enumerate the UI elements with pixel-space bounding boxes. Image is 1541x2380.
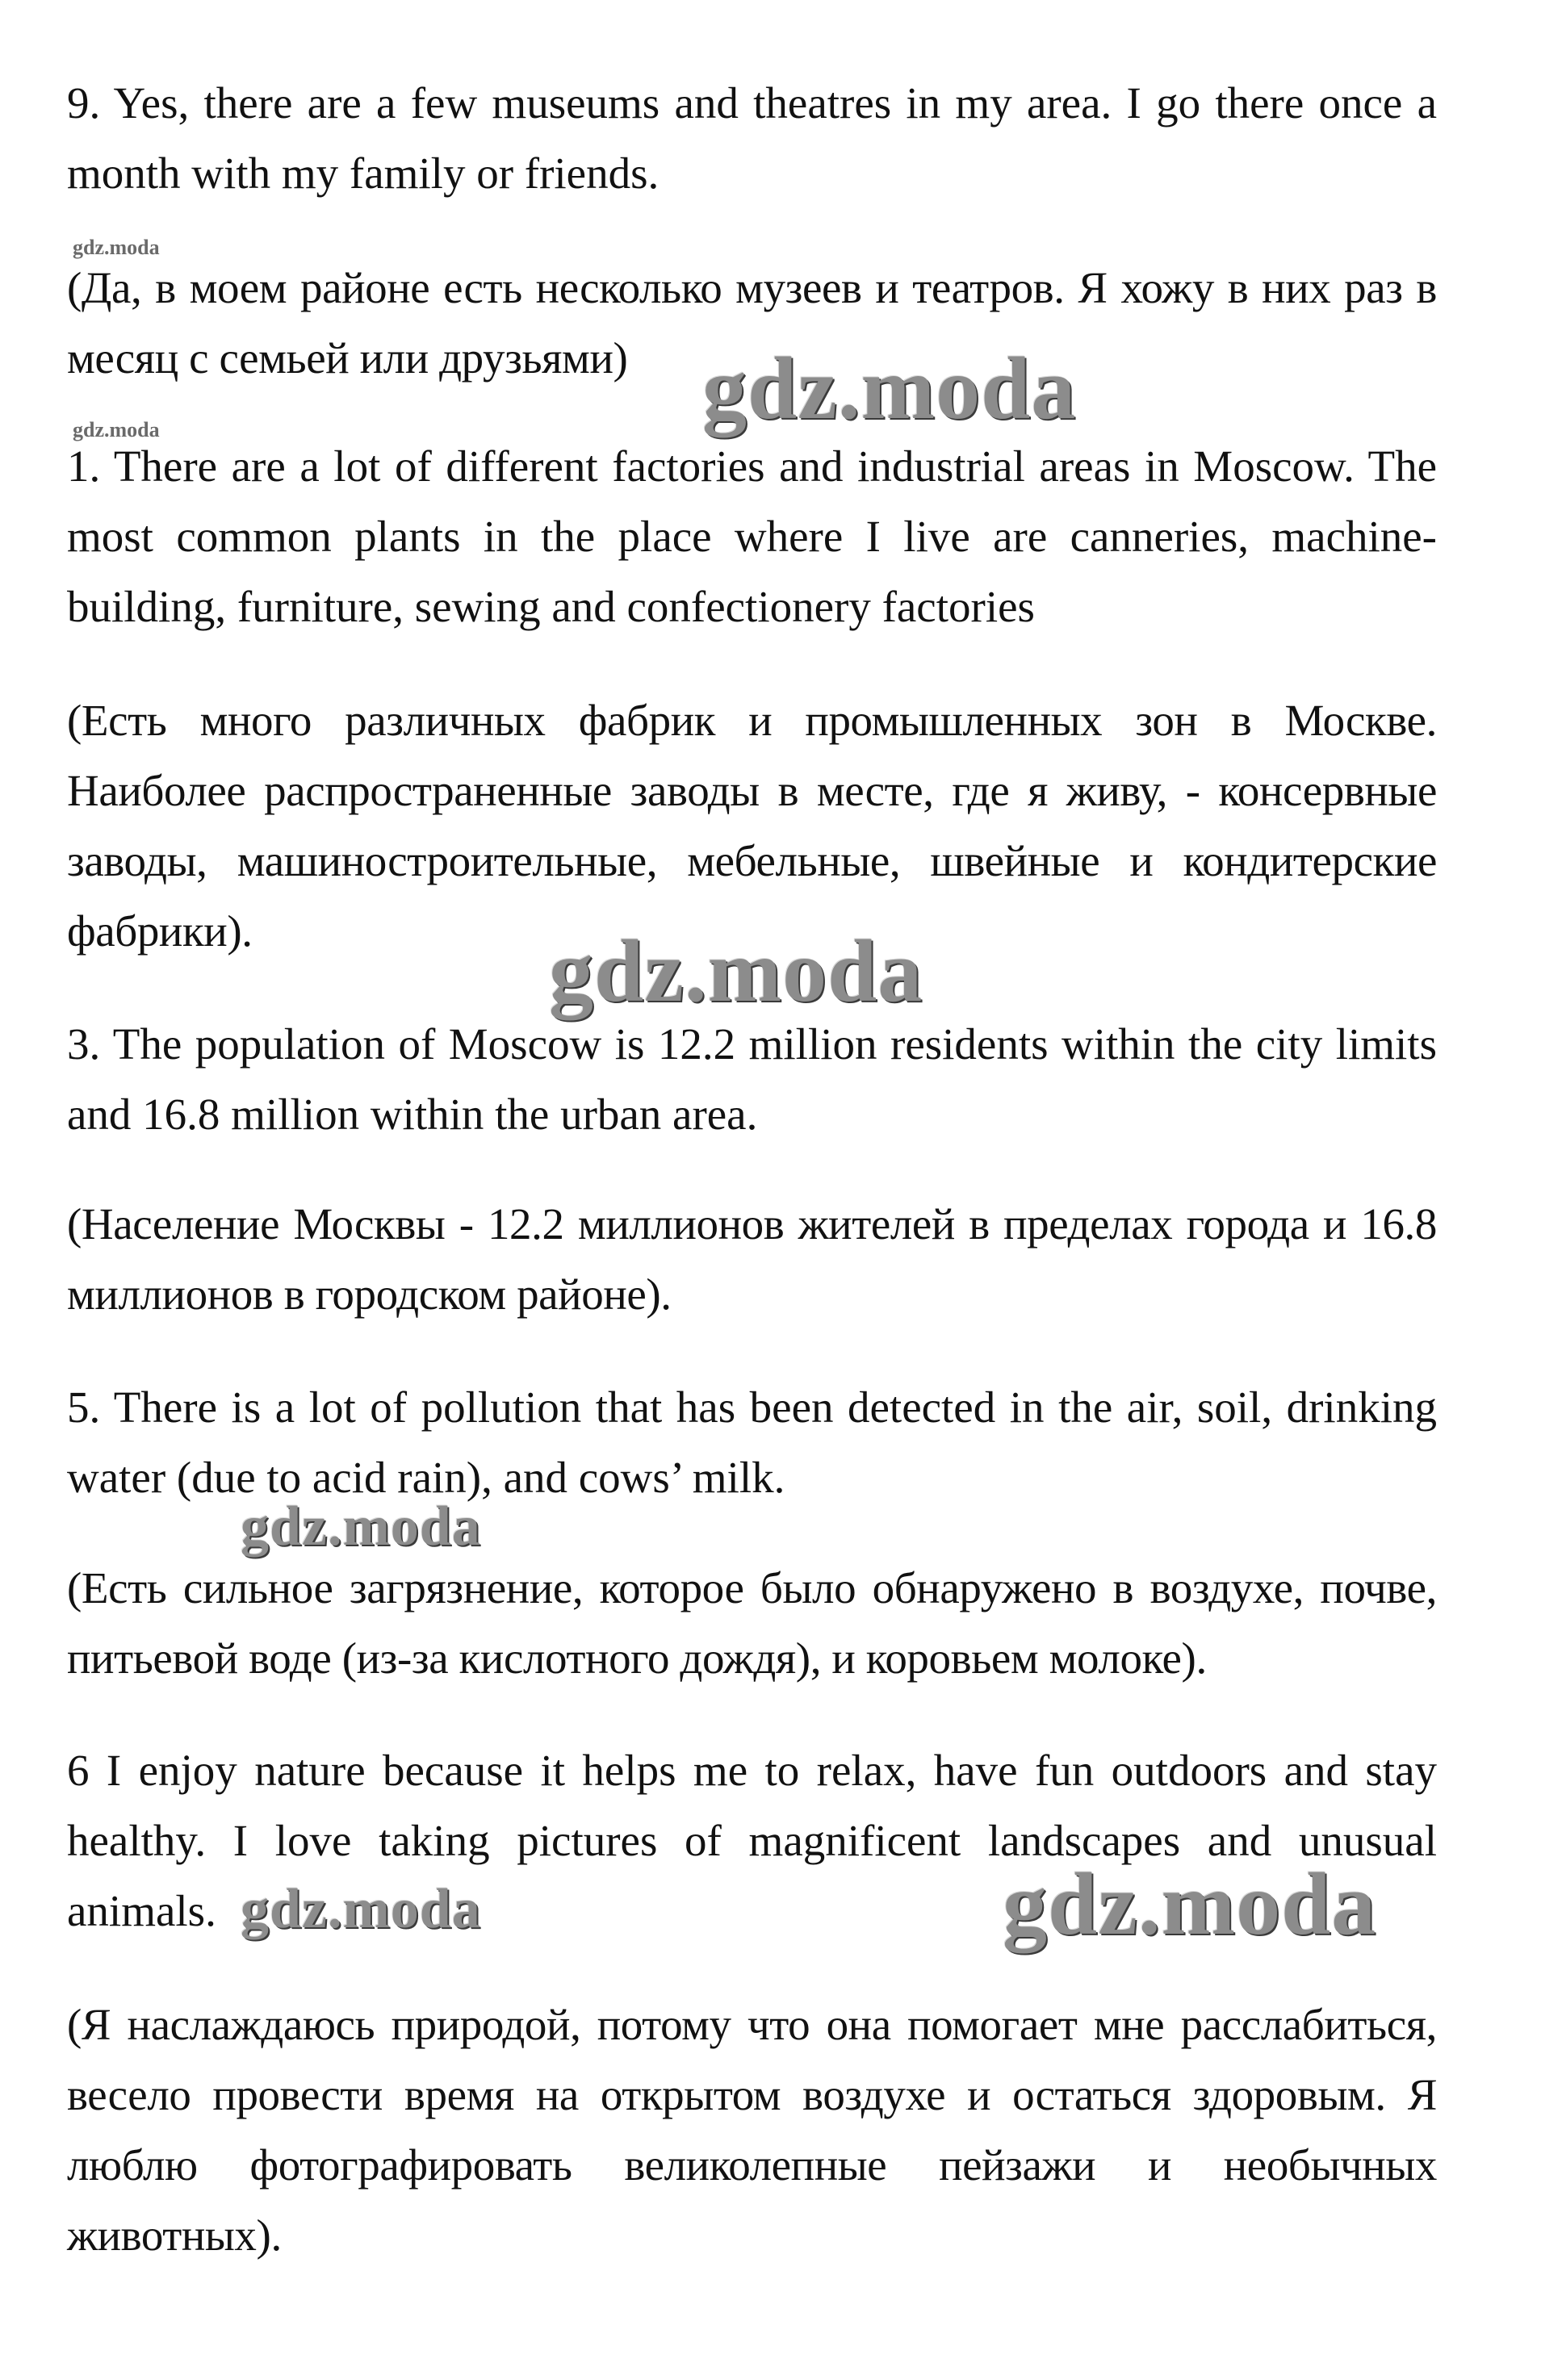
watermark-large: gdz.moda (549, 922, 923, 1020)
answer-3-english-text: 3. The population of Moscow is 12.2 million residents within the city limits and 16.8 million within the urban area. (67, 1019, 1437, 1139)
answer-3-russian-text: (Население Москвы - 12.2 миллионов жителей в пределах города и 16.8 миллионов в городском районе). (67, 1199, 1437, 1319)
answer-1-russian-text: (Есть много различных фабрик и промышленных зон в Москве. Наиболее распространенные заводы в месте, где я живу, - консервные заводы, машиностроительные, мебельные, швейные и кондитерские фабрики). (67, 696, 1437, 956)
answer-6-russian (67, 1989, 1437, 2270)
watermark-medium: gdz.moda (241, 1878, 481, 1940)
answer-9-english (67, 68, 1437, 208)
answer-9-russian-text: (Да, в моем районе есть несколько музеев и театров. Я хожу в них раз в месяц с семьей или друзьями) (67, 263, 1437, 383)
answer-5-english-text: 5. There is a lot of pollution that has been detected in the air, soil, drinking water (due to acid rain), and cows’ milk. (67, 1382, 1437, 1502)
answer-6-english-text: 6 I enjoy nature because it helps me to relax, have fun outdoors and stay healthy. I love taking pictures of magnificent landscapes and unusual animals. (67, 1746, 1437, 1935)
answer-1-english (67, 431, 1437, 642)
watermark-large: gdz.moda (1003, 1855, 1377, 1953)
watermark-small: gdz.moda (73, 236, 160, 259)
answer-5-english (67, 1372, 1437, 1512)
answer-5-russian-text: (Есть сильное загрязнение, которое было обнаружено в воздухе, почве, питьевой воде (из-за кислотного дождя), и коровьем молоке). (67, 1563, 1437, 1683)
watermark-large: gdz.moda (702, 339, 1077, 437)
answer-3-russian (67, 1189, 1437, 1329)
answer-9-english-text: 9. Yes, there are a few museums and theatres in my area. I go there once a month with my family or friends. (67, 78, 1437, 198)
answer-6-russian-text: (Я наслаждаюсь природой, потому что она помогает мне расслабиться, весело провести время на открытом воздухе и остаться здоровым. Я люблю фотографировать великолепные пейзажи и необычных животных). (67, 2000, 1437, 2260)
answer-1-english-text: 1. There are a lot of different factories and industrial areas in Moscow. The most common plants in the place where I live are canneries, machine-building, furniture, sewing and confectionery factories (67, 441, 1437, 631)
answer-5-russian (67, 1553, 1437, 1693)
answer-3-english (67, 1009, 1437, 1149)
watermark-medium: gdz.moda (241, 1495, 481, 1558)
watermark-small: gdz.moda (73, 418, 160, 441)
